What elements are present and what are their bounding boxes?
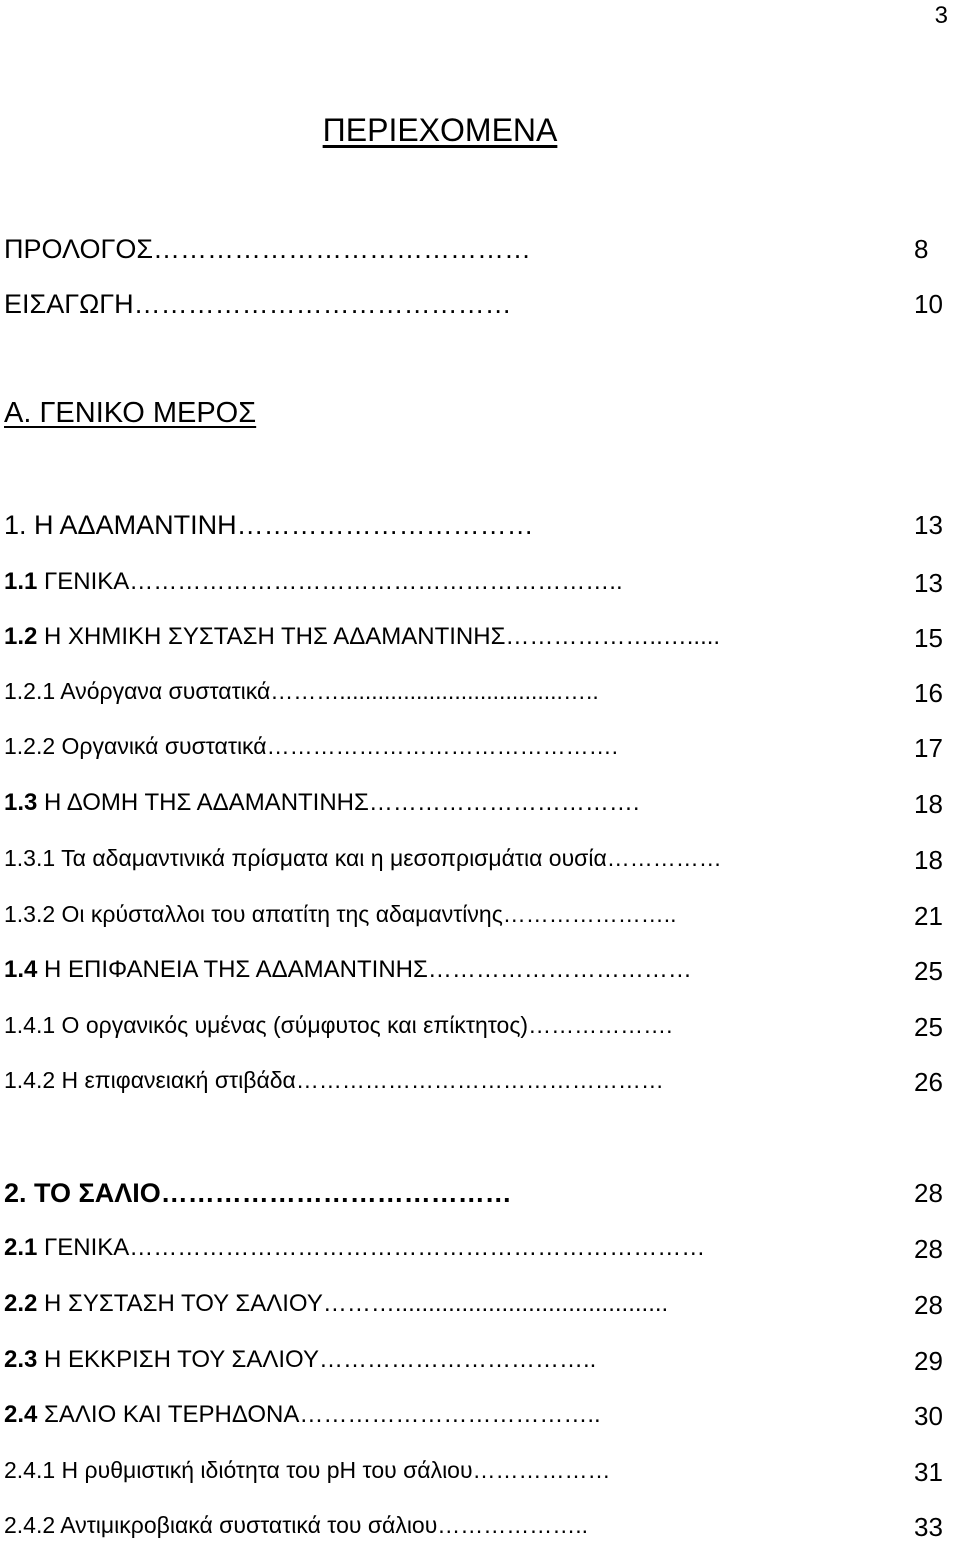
- toc-entry[interactable]: [4, 623, 950, 659]
- toc-entry-number: 2.2: [4, 1290, 38, 1317]
- toc-entry-label: 1.2.2 Οργανικά συστατικά……………………………………….: [4, 733, 618, 759]
- toc-entry[interactable]: [4, 234, 950, 270]
- toc-entry-page: 28: [914, 1178, 943, 1208]
- toc-entry-number: 2.1: [4, 1234, 38, 1261]
- toc-entry[interactable]: [4, 1346, 950, 1382]
- toc-entry-label: 2.4.1 Η ρυθμιστική ιδιότητα του pH του σάλιου………………: [4, 1457, 611, 1483]
- toc-entry-page: 25: [914, 956, 943, 986]
- toc-entry-page: 29: [914, 1346, 943, 1376]
- toc-entry[interactable]: [4, 789, 950, 825]
- toc-entry-label: 1.2.1 Ανόργανα συστατικά………...................................…..: [4, 678, 599, 704]
- toc-entry[interactable]: [4, 1401, 950, 1437]
- toc-entry-text: Η ΣΥΣΤΑΣΗ ΤΟΥ ΣΑΛΙΟΥ……….........................................: [37, 1290, 669, 1317]
- toc-entry-number: 2.3: [4, 1346, 38, 1373]
- toc-entry-text: Η ΕΚΚΡΙΣΗ ΤΟΥ ΣΑΛΙΟΥ……………………………..: [37, 1346, 597, 1373]
- toc-entry[interactable]: [4, 1457, 950, 1493]
- toc-entry-text: Η ΑΔΑΜΑΝΤΙΝΗ……………………………: [26, 510, 534, 540]
- toc-entry[interactable]: [4, 1178, 950, 1214]
- toc-entry[interactable]: [4, 678, 950, 714]
- toc-entry-text: ΓΕΝΙΚΑ………………………………………………………………: [37, 1234, 706, 1261]
- toc-entry[interactable]: [4, 1012, 950, 1048]
- toc-entry-page: 10: [914, 289, 943, 319]
- toc-entry[interactable]: [4, 733, 950, 769]
- toc-entry-text: ΣΑΛΙΟ ΚΑΙ ΤΕΡΗΔΟΝΑ………………………………..: [37, 1401, 601, 1428]
- toc-entry[interactable]: [4, 510, 950, 546]
- toc-entry-page: 33: [914, 1512, 943, 1542]
- toc-entry-page: 18: [914, 789, 943, 819]
- toc-entry-label: ΠΡΟΛΟΓΟΣ……………………………………: [4, 234, 532, 264]
- toc-entry-page: 31: [914, 1457, 943, 1487]
- toc-entry-page: 25: [914, 1012, 943, 1042]
- toc-entry-label: 2.4.2 Αντιμικροβιακά συστατικά του σάλιου………………..: [4, 1512, 589, 1538]
- toc-entry[interactable]: [4, 289, 950, 325]
- toc-entry-label: ΕΙΣΑΓΩΓΗ……………………………………: [4, 289, 512, 319]
- toc-entry-page: 8: [914, 234, 929, 264]
- toc-entry[interactable]: [4, 1512, 950, 1548]
- toc-entry[interactable]: [4, 568, 950, 604]
- toc-entry-page: 28: [914, 1234, 943, 1264]
- toc-entry-page: 13: [914, 510, 943, 540]
- toc-entry-number: 1.1: [4, 568, 38, 595]
- toc-entry-page: 17: [914, 733, 943, 763]
- toc-entry[interactable]: [4, 1234, 950, 1270]
- page-title: ΠΕΡΙΕΧΟΜΕΝΑ: [322, 112, 558, 148]
- toc-entry-text: ΓΕΝΙΚΑ……………………………………………………..: [37, 568, 623, 595]
- toc-entry-text: Η ΧΗΜΙΚΗ ΣΥΣΤΑΣΗ ΤΗΣ ΑΔΑΜΑΝΤΙΝΗΣ………………..….....: [37, 623, 721, 650]
- toc-entry-label: 1.3.2 Οι κρύσταλλοι του απατίτη της αδαμαντίνης…………………..: [4, 901, 677, 927]
- toc-entry-label: 2. ΤΟ ΣΑΛΙΟ…………………………………: [4, 1178, 512, 1208]
- toc-entry-text: Η ΔΟΜΗ ΤΗΣ ΑΔΑΜΑΝΤΙΝΗΣ…………………………….: [37, 789, 640, 816]
- toc-entry-label: 1.3.1 Τα αδαμαντινικά πρίσματα και η μεσοπρισμάτια ουσία……………: [4, 845, 722, 871]
- toc-entry-page: 15: [914, 623, 943, 653]
- toc-entry-page: 21: [914, 901, 943, 931]
- toc-entry-number: 1.3: [4, 789, 38, 816]
- toc-entry-number: 1.: [4, 510, 27, 540]
- toc-entry-page: 18: [914, 845, 943, 875]
- toc-entry-text: Η ΕΠΙΦΑΝΕΙΑ ΤΗΣ ΑΔΑΜΑΝΤΙΝΗΣ……………………………: [37, 956, 692, 983]
- toc-entry-label: [4, 510, 534, 541]
- toc-entry-number: 1.2: [4, 623, 38, 650]
- toc-entry-number: 2.4: [4, 1401, 38, 1428]
- toc-entry[interactable]: [4, 845, 950, 881]
- toc-entry[interactable]: [4, 1067, 950, 1103]
- toc-entry-page: 26: [914, 1067, 943, 1097]
- toc-entry[interactable]: [4, 901, 950, 937]
- toc-entry[interactable]: [4, 1290, 950, 1326]
- toc-entry-page: 13: [914, 568, 943, 598]
- toc-entry[interactable]: [4, 956, 950, 992]
- toc-entry-page: 30: [914, 1401, 943, 1431]
- page-number: 3: [934, 2, 948, 29]
- toc-entry-page: 28: [914, 1290, 943, 1320]
- toc-entry-page: 16: [914, 678, 943, 708]
- section-heading: Α. ΓΕΝΙΚΟ ΜΕΡΟΣ: [4, 397, 257, 429]
- toc-entry-number: 1.4: [4, 956, 38, 983]
- toc-entry-label: 1.4.2 Η επιφανειακή στιβάδα…………………………………………: [4, 1067, 664, 1093]
- toc-entry-label: 1.4.1 Ο οργανικός υμένας (σύμφυτος και επίκτητος)……………….: [4, 1012, 673, 1038]
